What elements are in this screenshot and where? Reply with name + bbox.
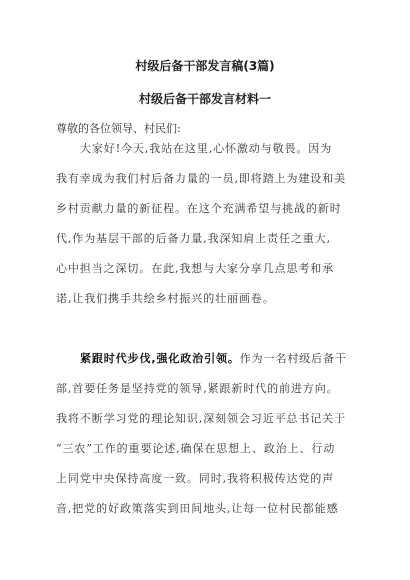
paragraph-line: 音,把党的好政策落实到田间地头,让每一位村民都能感	[56, 502, 339, 515]
paragraph-lead-rest: 作为一名村级后备干	[239, 352, 347, 365]
paragraph-lead-heading: 紧跟时代步伐,强化政治引领。	[80, 352, 240, 365]
paragraph-2	[56, 344, 356, 524]
paragraph-line: 代,作为基层干部的后备力量,我深知肩上责任之重大,	[56, 232, 331, 245]
paragraph-line: 大家好!今天,我站在这里,心怀激动与敬畏。因为	[80, 142, 333, 155]
paragraph-line: 部,首要任务是坚持党的领导,紧跟新时代的前进方向。	[56, 382, 339, 395]
paragraph-line: 我有幸成为我们村后备力量的一员,即将踏上为建设和美	[56, 172, 346, 185]
paragraph-line: 诺,让我们携手共绘乡村振兴的壮丽画卷。	[56, 292, 275, 305]
salutation: 尊敬的各位领导、村民们:	[56, 122, 181, 135]
paragraph-line: 心中担当之深切。在此,我想与大家分享几点思考和承	[56, 262, 335, 275]
document-subtitle: 村级后备干部发言材料一	[138, 92, 271, 106]
paragraph-line: 上同党中央保持高度一致。同时,我将积极传达党的声	[56, 472, 335, 485]
paragraph-first-line	[56, 344, 356, 374]
document-title: 村级后备干部发言稿(3篇)	[135, 59, 275, 73]
paragraph-line: 乡村贡献力量的新征程。在这个充满希望与挑战的新时	[56, 202, 342, 215]
paragraph-1	[56, 134, 356, 314]
paragraph-line: “三农”工作的重要论述,确保在思想上、政治上、行动	[56, 442, 336, 455]
paragraph-line: 我将不断学习党的理论知识,深刻领会习近平总书记关于	[56, 412, 346, 425]
